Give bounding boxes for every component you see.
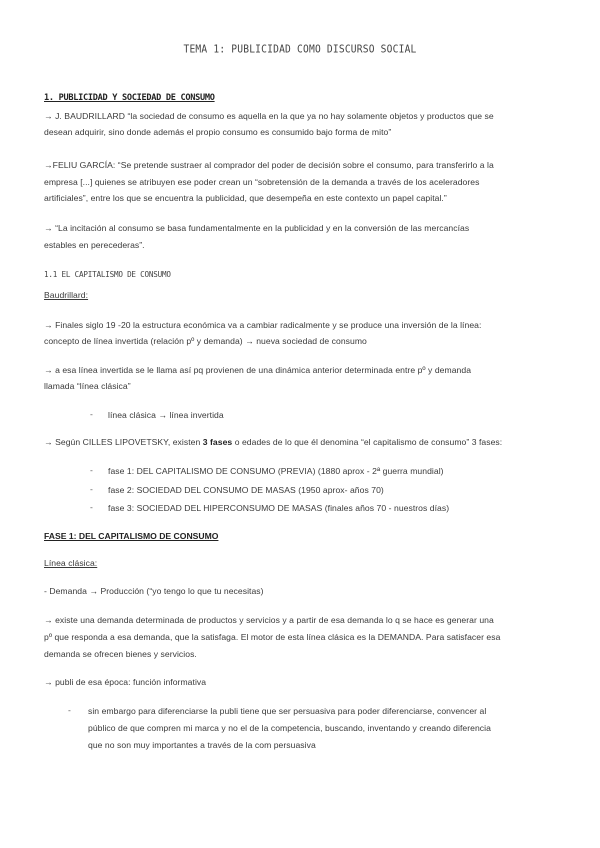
- phase-item: fase 1: DEL CAPITALISMO DE CONSUMO (PREVIA) (1880 aprox - 2ª guerra mundial): [108, 466, 444, 476]
- text-line: → publi de esa época: función informativa: [44, 677, 207, 687]
- bullet-dash: -: [90, 484, 93, 494]
- text-line: → a esa línea invertida se le llama así pq provienen de una dinámica anterior determinada entre pº y demanda: [44, 365, 472, 375]
- text-line: desean adquirir, sino donde además el propio consumo es consumido bajo forma de mito”: [44, 127, 392, 137]
- phase-item: fase 3: SOCIEDAD DEL HIPERCONSUMO DE MASAS (finales años 70 - nuestros días): [108, 503, 450, 513]
- section-heading: 1. PUBLICIDAD Y SOCIEDAD DE CONSUMO: [44, 93, 215, 103]
- phase-item: fase 2: SOCIEDAD DEL CONSUMO DE MASAS (1950 aprox- años 70): [108, 485, 384, 495]
- text-line: → Finales siglo 19 -20 la estructura económica va a cambiar radicalmente y se produce una inversión de la línea:: [44, 320, 482, 330]
- text-line: pº que responda a esa demanda, que la satisfaga. El motor de esta línea clásica es la DEMANDA. Para satisfacer esa: [44, 632, 501, 642]
- bullet-dash: -: [90, 409, 93, 419]
- bullet-dash: -: [68, 705, 71, 715]
- bullet-dash: -: [90, 465, 93, 475]
- text-line: → Según CILLES LIPOVETSKY, existen 3 fases o edades de lo que él denomina “el capitalismo de consumo” 3 fases:: [44, 437, 503, 447]
- text-line: concepto de línea invertida (relación pº y demanda) → nueva sociedad de consumo: [44, 336, 367, 346]
- subheading-label: Línea clásica:: [44, 558, 98, 568]
- phase-heading: FASE 1: DEL CAPITALISMO DE CONSUMO: [44, 531, 219, 541]
- text-line: → “La incitación al consumo se basa fundamentalmente en la publicidad y en la conversión de las mercancías: [44, 223, 470, 233]
- text-line: - Demanda → Producción (“yo tengo lo que tu necesitas): [44, 586, 264, 596]
- subsection-heading: 1.1 EL CAPITALISMO DE CONSUMO: [44, 270, 171, 279]
- text-line: llamada “línea clásica”: [44, 381, 131, 391]
- document-title: TEMA 1: PUBLICIDAD COMO DISCURSO SOCIAL: [183, 43, 417, 56]
- text-line: empresa [...] quienes se atribuyen ese poder crean un “sobretensión de la demanda a través de los aceleradores: [44, 177, 480, 187]
- bullet-text: línea clásica → línea invertida: [108, 410, 224, 420]
- text-line: demanda se ofrecen bienes y servicios.: [44, 649, 197, 659]
- bullet-dash: -: [90, 502, 93, 512]
- text-line: →FELIU GARCÍA: “Se pretende sustraer al comprador del poder de decisión sobre el consumo, para transferirlo a la: [44, 160, 494, 170]
- text-line: → existe una demanda determinada de productos y servicios y a partir de esa demanda lo q se hace es generar una: [44, 615, 494, 625]
- author-label: Baudrillard:: [44, 290, 89, 300]
- bullet-text: público de que compren mi marca y no el de la competencia, buscando, inventando y creando diferencia: [88, 723, 491, 733]
- text-line: → J. BAUDRILLARD “la sociedad de consumo es aquella en la que ya no hay solamente objetos y productos que se: [44, 111, 494, 121]
- bullet-text: sin embargo para diferenciarse la publi tiene que ser persuasiva para poder diferenciarse, convencer al: [88, 706, 487, 716]
- text-line: artificiales”, entre los que se encuentra la publicidad, que desempeña en este contexto un papel capital.”: [44, 193, 447, 203]
- bullet-text: que no son muy importantes a través de la com persuasiva: [88, 740, 316, 750]
- text-line: estables en perecederas”.: [44, 240, 145, 250]
